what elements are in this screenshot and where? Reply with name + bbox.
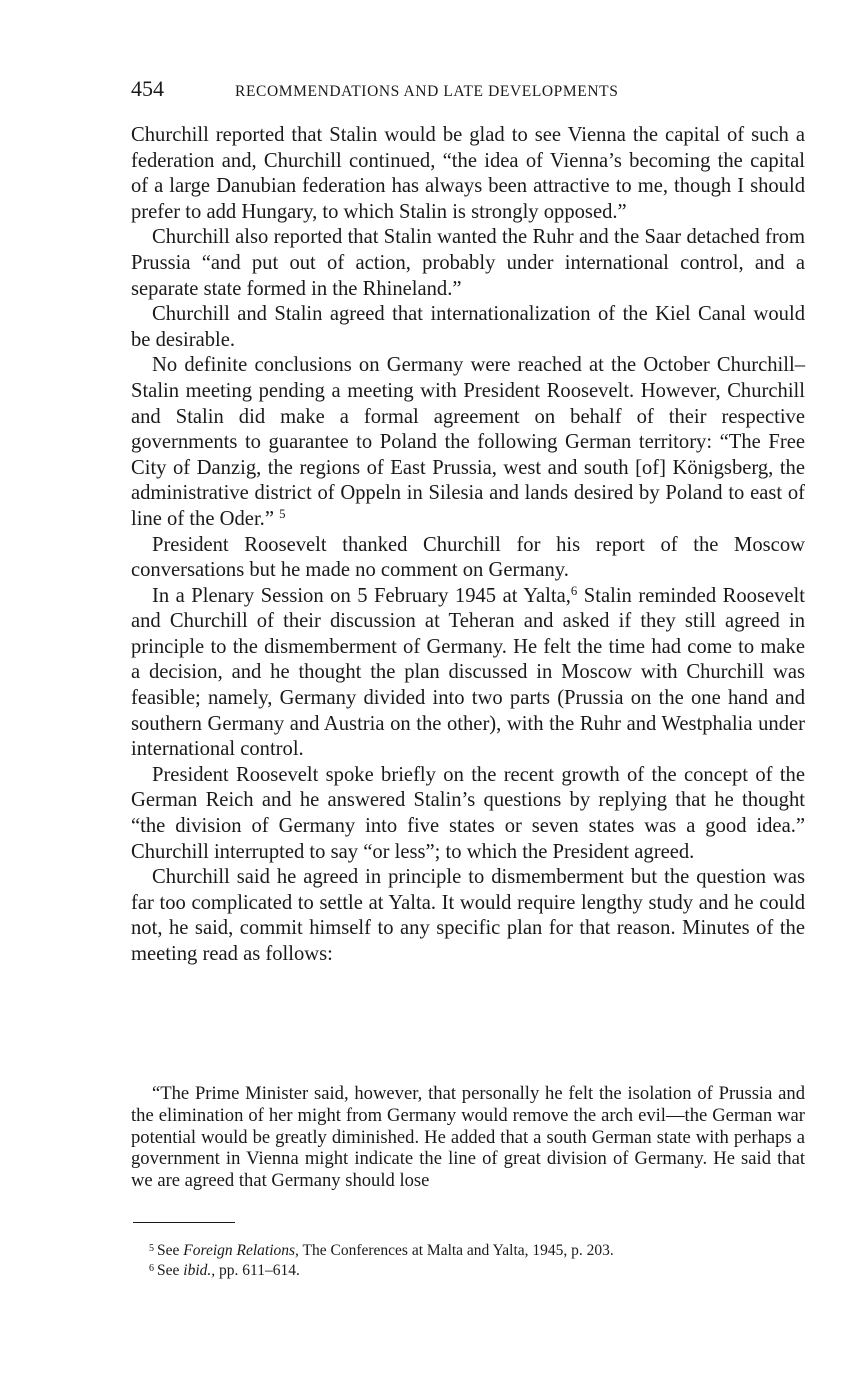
quote-text: “The Prime Minister said, however, that personally he felt the isolation of Prussia and the elimination of her might from Germany would remove the arch evil—the German war potential would be greatly diminished. He added that a south German state with perhaps a government in Vienna might indicate the line of great division of Germany. He said that we are agreed that Germany should lose <box>131 1083 805 1192</box>
paragraph: Churchill also reported that Stalin wanted the Ruhr and the Saar detached from Prussia “and put out of action, probably under international control, and a separate state formed in the Rhineland.” <box>131 226 805 300</box>
paragraph: In a Plenary Session on 5 February 1945 at Yalta,$^6$ Stalin reminded Roosevelt and Churchill of their discussion at Teheran and asked if they still agreed in principle to the dismemberment of Germany. He felt the time had come to make a decision, and he thought the plan discussed in Moscow with Churchill was feasible; namely, Germany divided into two parts (Prussia on the one hand and southern Germany and Austria on the other), with the Ruhr and Westphalia under international control. <box>131 583 805 761</box>
paragraph: Churchill reported that Stalin would be glad to see Vienna the capital of such a federation and, Churchill continued, “the idea of Vienna’s becoming the capital of a large Danubian federation has always been attractive to me, though I should prefer to add Hungary, to which Stalin is strongly opposed.” <box>131 124 805 223</box>
page-header <box>131 76 803 102</box>
paragraph: Churchill said he agreed in principle to dismemberment but the question was far too complicated to settle at Yalta. It would require lengthy study and he could not, he said, commit himself to any specific plan for that reason. Minutes of the meeting read as follows: <box>131 866 805 965</box>
page-number: 454 <box>131 76 164 101</box>
footnote-ref-5: 5 <box>279 506 286 521</box>
paragraph: No definite conclusions on Germany were reached at the October Churchill–Stalin meeting pending a meeting with President Roosevelt. However, Churchill and Stalin did make a formal agreement on behalf of their respective governments to guarantee to Poland the following German territory: “The Free City of Danzig, the regions of East Prussia, west and south [of] Königsberg, the administrative district of Oppeln in Silesia and lands desired by Poland to east of line of the Oder.” $^5$ <box>131 354 805 530</box>
footnote-5: $^5$ See Foreign Relations, The Conferences at Malta and Yalta, 1945, p. 203. <box>149 1242 614 1259</box>
paragraph: President Roosevelt spoke briefly on the recent growth of the concept of the German Reich and he answered Stalin’s questions by replying that he thought “the division of Germany into five states or seven states was a good idea.” Churchill interrupted to say “or less”; to which the President agreed. <box>131 763 805 863</box>
block-quote <box>131 1083 805 1192</box>
footnotes <box>149 1240 805 1280</box>
footnote-ref-6: 6 <box>570 583 578 598</box>
paragraph: Churchill and Stalin agreed that internationalization of the Kiel Canal would be desirable. <box>131 303 805 351</box>
running-head: RECOMMENDATIONS AND LATE DEVELOPMENTS <box>235 83 619 100</box>
body-text <box>131 123 805 968</box>
paragraph: President Roosevelt thanked Churchill for his report of the Moscow conversations but he made no comment on Germany. <box>131 533 805 582</box>
footnote-rule <box>133 1222 235 1223</box>
footnote-6: $^6$ See ibid., pp. 611–614. <box>149 1262 300 1279</box>
